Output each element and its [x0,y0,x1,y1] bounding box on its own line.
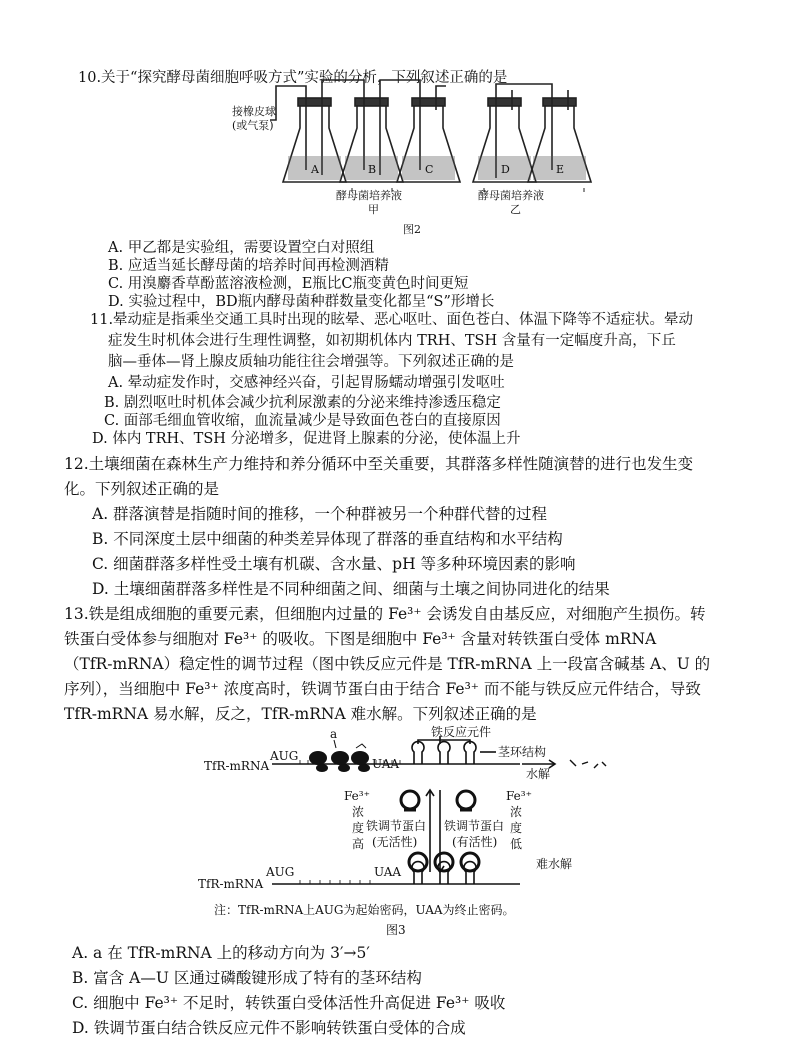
irp-active-state: (有活性) [452,835,498,849]
q11-stem-line-2: 症发生时机体会进行生理性调整，如初期机体内 TRH、TSH 含量有一定幅度升高，下丘 [108,333,676,349]
aug-bottom-label: AUG [266,865,295,879]
q11-stem-line-3: 脑—垂体—肾上腺皮质轴功能往往会增强等。下列叙述正确的是 [108,354,514,370]
q11-stem-line-1: 11.晕动症是指乘坐交通工具时出现的眩晕、恶心呕吐、面色苍白、体温下降等不适症状。晕动 [90,312,694,328]
figure-2-caption: 图2 [403,223,421,236]
fe-low-label-1: Fe³⁺ [506,789,532,803]
flask-e-label: E [556,163,565,176]
aug-top-label: AUG [270,749,299,763]
pump-label-2: (或气泵) [232,119,274,132]
q11-option-c: C. 面部毛细血管收缩，血流量减少是导致面色苍白的直接原因 [104,413,501,429]
flask-d-label: D [501,163,510,176]
q12-stem-line-2: 化。下列叙述正确的是 [64,480,220,498]
uaa-bottom-label: UAA [374,865,402,879]
ribosome-a-label: a [330,727,338,741]
pump-label: 接橡皮球 [232,105,276,118]
flask-b-label: B [368,163,377,176]
q13-stem-line-1: 13.铁是组成细胞的重要元素，但细胞内过量的 Fe³⁺ 会诱发自由基反应，对细胞产生损伤。转 [64,605,706,623]
q13-option-a: A. a 在 TfR-mRNA 上的移动方向为 3′→5′ [72,944,370,962]
stem-loop-label: 茎环结构 [498,745,547,759]
q12-option-b: B. 不同深度土层中细菌的种类差异体现了群落的垂直结构和水平结构 [92,530,563,548]
tfr-mrna-bottom-label: TfR-mRNA [198,877,264,891]
ribosome [309,751,327,765]
flask-a-label: A [311,163,319,176]
q10-option-a: A. 甲乙都是实验组，需要设置空白对照组 [108,240,375,256]
q10-option-c: C. 用溴麝香草酚蓝溶液检测，E瓶比C瓶变黄色时间更短 [108,276,469,292]
q12-option-a: A. 群落演替是指随时间的推移，一个种群被另一个种群代替的过程 [92,505,548,523]
q13-stem-line-5: TfR-mRNA 易水解，反之，TfR-mRNA 难水解。下列叙述正确的是 [64,705,537,723]
hydrolysis-label: 水解 [526,767,551,781]
q12-option-d: D. 土壤细菌群落多样性是不同种细菌之间、细菌与土壤之间协同进化的结果 [92,580,610,598]
fe-high-label-3: 度 [352,821,365,835]
iron-response-element-label: 铁反应元件 [431,725,492,739]
q13-option-b: B. 富含 A—U 区通过磷酸键形成了特有的茎环结构 [72,969,422,987]
irp-inactive-label: 铁调节蛋白 [366,819,427,833]
tfr-mrna-top-label: TfR-mRNA [204,759,270,773]
yeast-culture-label-2: 酵母菌培养液 [478,189,544,202]
q10-option-b: B. 应适当延长酵母菌的培养时间再检测酒精 [108,258,389,274]
q13-option-d: D. 铁调节蛋白结合铁反应元件不影响转铁蛋白受体的合成 [72,1019,466,1037]
fe-low-label-4: 低 [510,837,523,851]
flask-c-label: C [425,163,434,176]
fe-low-label-3: 度 [510,821,523,835]
fe-low-label-2: 浓 [510,805,523,819]
q12-option-c: C. 细菌群落多样性受土壤有机碳、含水量、pH 等多种环境因素的影响 [92,555,576,573]
figure-3-caption: 图3 [386,923,406,937]
q10-option-d: D. 实验过程中，BD瓶内酵母菌种群数量变化都呈“S”形增长 [108,294,495,310]
q13-stem-line-2: 铁蛋白受体参与细胞对 Fe³⁺ 的吸收。下图是细胞中 Fe³⁺ 含量对转铁蛋白受体 mRNA [64,630,657,648]
q11-option-d: D. 体内 TRH、TSH 分泌增多，促进肾上腺素的分泌，使体温上升 [92,431,521,447]
q13-stem-line-4: 序列），当细胞中 Fe³⁺ 浓度高时，铁调节蛋白由于结合 Fe³⁺ 而不能与铁反应元件结合，导致 [64,680,701,698]
figure-3-note: 注：TfR-mRNA上AUG为起始密码，UAA为终止密码。 [214,903,515,917]
yeast-culture-label-1: 酵母菌培养液 [336,189,402,202]
uaa-top-label: UAA [372,757,400,771]
irp-active-label: 铁调节蛋白 [444,819,505,833]
q10-stem: 10.关于“探究酵母菌细胞呼吸方式”实验的分析，下列叙述正确的是 [78,70,508,86]
irp-inactive-state: (无活性) [372,835,418,849]
fe-high-label-1: Fe³⁺ [344,789,370,803]
fe-high-label-2: 浓 [352,805,365,819]
fe-high-label-4: 高 [352,837,365,851]
q13-option-c: C. 细胞中 Fe³⁺ 不足时，转铁蛋白受体活性升高促进 Fe³⁺ 吸收 [72,994,506,1012]
group-jia-label: 甲 [368,203,379,216]
hard-to-hydrolyze-label: 难水解 [536,857,573,871]
q12-stem-line-1: 12.土壤细菌在森林生产力维持和养分循环中至关重要，其群落多样性随演替的进行也发生变 [64,455,694,473]
q11-option-b: B. 剧烈呕吐时机体会减少抗利尿激素的分泌来维持渗透压稳定 [104,395,501,411]
q11-option-a: A. 晕动症发作时，交感神经兴奋，引起胃肠蠕动增强引发呕吐 [108,375,505,391]
group-yi-label: 乙 [510,203,521,216]
q13-stem-line-3: （TfR-mRNA）稳定性的调节过程（图中铁反应元件是 TfR-mRNA 上一段富含碱基 A、U 的 [64,655,711,673]
